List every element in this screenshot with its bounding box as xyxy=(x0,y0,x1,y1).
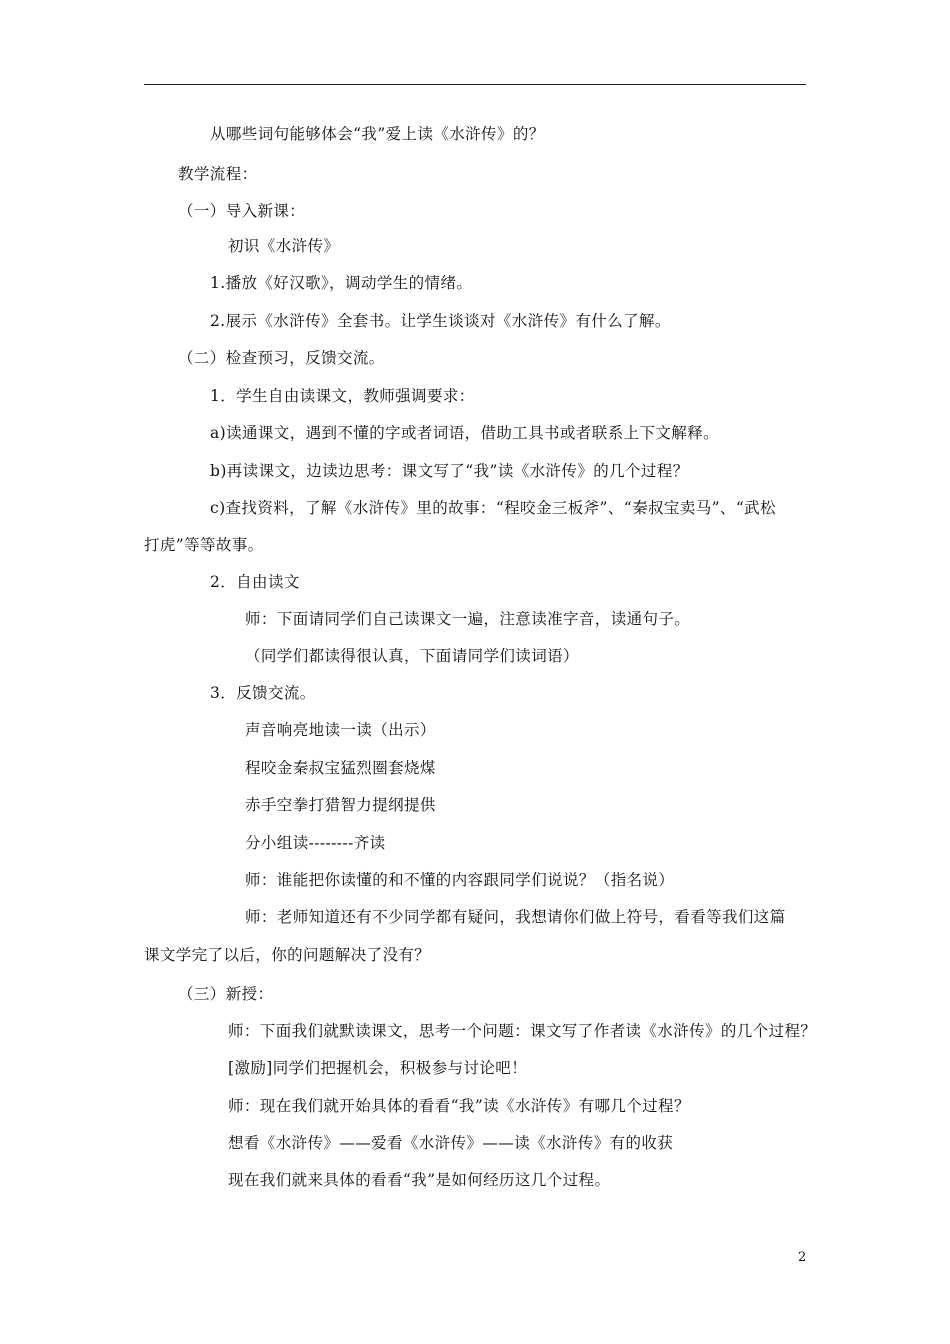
section-heading: （三）新授： xyxy=(178,985,274,1003)
list-item: 3．反馈交流。 xyxy=(210,684,316,702)
list-item: 1.播放《好汉歌》，调动学生的情绪。 xyxy=(210,274,473,292)
text-line: 现在我们就来具体的看看“我”是如何经历这几个过程。 xyxy=(228,1171,611,1189)
text-line: 师：下面我们就默读课文，思考一个问题：课文写了作者读《水浒传》的几个过程？ xyxy=(228,1022,817,1040)
text-line: 打虎”等等故事。 xyxy=(144,536,264,554)
header-rule xyxy=(144,84,806,85)
text-line: 分小组读--------齐读 xyxy=(245,834,386,852)
text-line: （同学们都读得很认真，下面请同学们读词语） xyxy=(245,647,579,665)
text-line: 课文学完了以后，你的问题解决了没有？ xyxy=(144,946,431,964)
page-number: 2 xyxy=(798,1250,807,1265)
text-line: 赤手空拳打猎智力提纲提供 xyxy=(245,796,436,814)
list-item: b)再读课文，边读边思考：课文写了“我”读《水浒传》的几个过程？ xyxy=(210,462,689,480)
text-line: 声音响亮地读一读（出示） xyxy=(245,721,436,739)
text-line: 程咬金秦叔宝猛烈圈套烧煤 xyxy=(245,759,436,777)
text-line: 从哪些词句能够体会“我”爱上读《水浒传》的？ xyxy=(210,125,545,143)
section-heading: （一）导入新课： xyxy=(178,202,306,220)
list-item: 1．学生自由读课文，教师强调要求： xyxy=(210,387,475,405)
text-line: 初识《水浒传》 xyxy=(228,237,340,255)
text-line: [激励]同学们把握机会，积极参与讨论吧！ xyxy=(228,1059,528,1077)
text-line: 师：老师知道还有不少同学都有疑问，我想请你们做上符号，看看等我们这篇 xyxy=(245,908,786,926)
section-heading: （二）检查预习，反馈交流。 xyxy=(178,349,385,367)
list-item: c)查找资料，了解《水浒传》里的故事：“程咬金三板斧”、“秦叔宝卖马”、“武松 xyxy=(210,499,776,517)
text-line: 师：谁能把你读懂的和不懂的内容跟同学们说说？（指名说） xyxy=(245,871,675,889)
text-line: 教学流程： xyxy=(178,165,258,183)
text-line: 想看《水浒传》——爱看《水浒传》——读《水浒传》有的收获 xyxy=(228,1134,674,1152)
text-line: 师：下面请同学们自己读课文一遍，注意读准字音，读通句子。 xyxy=(245,610,691,628)
text-line: 师：现在我们就开始具体的看看“我”读《水浒传》有哪几个过程？ xyxy=(228,1097,690,1115)
list-item: 2.展示《水浒传》全套书。让学生谈谈对《水浒传》有什么了解。 xyxy=(210,312,671,330)
list-item: a)读通课文，遇到不懂的字或者词语，借助工具书或者联系上下文解释。 xyxy=(210,424,719,442)
list-item: 2．自由读文 xyxy=(210,573,300,591)
